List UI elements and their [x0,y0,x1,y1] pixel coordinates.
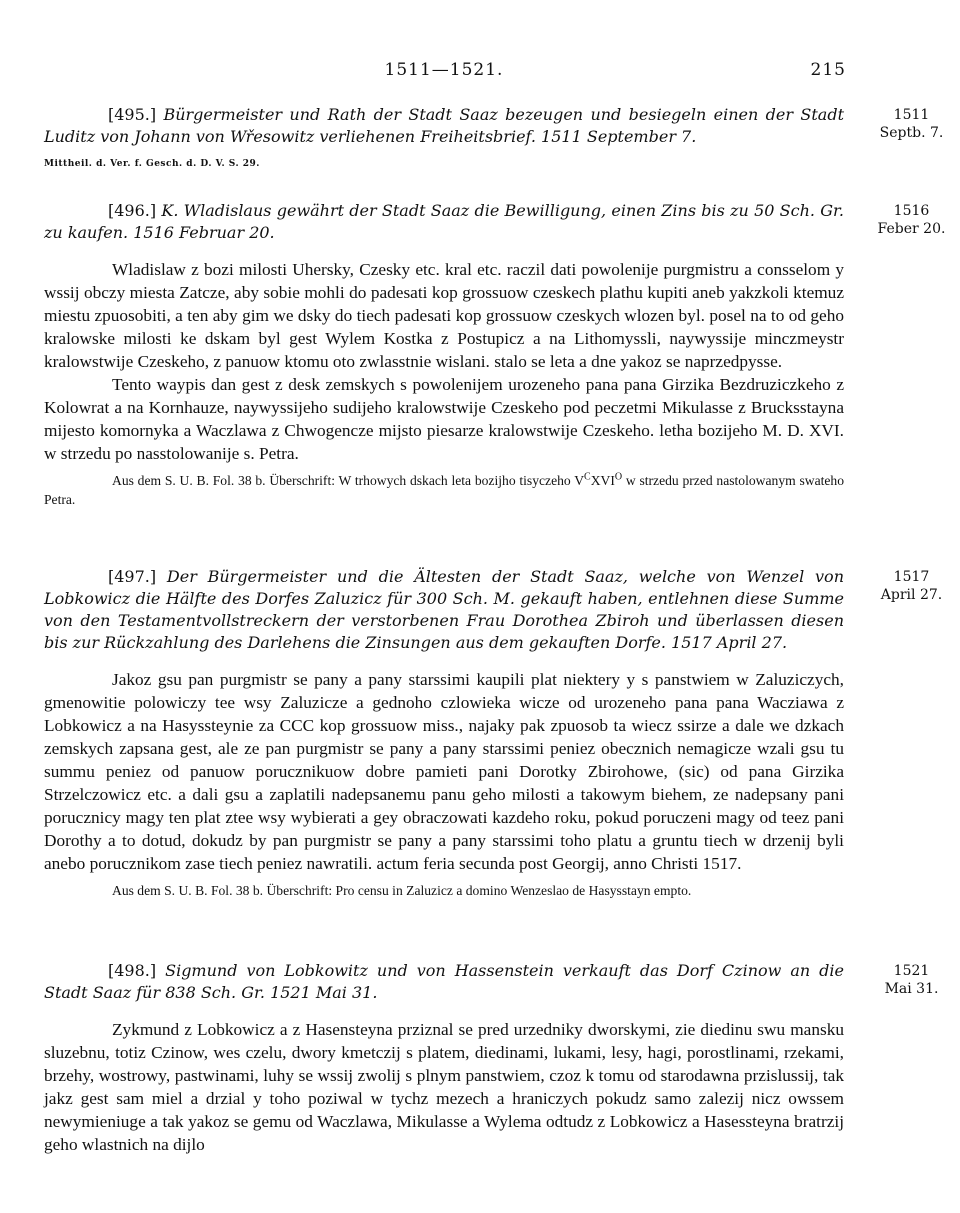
entry-body [44,668,844,875]
body-paragraph: Wladislaw z bozi milosti Uhersky, Czesky etc. kral etc. raczil dati powolenije purgmistru a consselom y wssij obczy miesta Zatcze, aby sobie mohli do padesati kop grossuow czeskech plathu kupiti aneb yakzkoli ktemuz miestu zpuosobiti, a ten aby gim we dsky do tiech padesati kop grossuow czeskych wlozen byl. posel na to od geho kralowske milosti ke dskam byl gest Wylem Kostka z Postupicz a na Lithomyssli, naywyssije minczmeystr kralowstwije Czeskeho, z panuow ktomu oto zwlasstnie wislani. stalo se leta a dne yakoz se naprzedpysse. [44,260,844,371]
running-head [44,60,844,84]
page-number: 215 [810,60,846,80]
margin-year: 1516 [893,203,930,219]
entry-495 [44,104,944,170]
entry-497 [44,566,943,900]
margin-date: Mai 31. [884,981,939,997]
margin-year: 1521 [893,963,930,979]
entry-title: K. Wladislaus gewährt der Stadt Saaz die Bewilligung, einen Zins bis zu 50 Sch. Gr. zu kaufen. 1516 Februar 20. [44,201,844,242]
entry-number: [497.] [108,567,157,586]
entry-heading [44,960,844,1004]
running-head-years: 1511—1521. [384,60,504,80]
entry-heading [44,200,844,244]
entry-title: Der Bürgermeister und die Ältesten der Stadt Saaz, welche von Wenzel von Lobkowicz die Hälfte des Dorfes Zaluzicz für 300 Sch. M. gekauft haben, entlehnen diese Summe von den Testamentvollstreckern der verstorbenen Frau Dorothea Zbiroh und überlassen diesen bis zur Rückzahlung des Darlehens die Zinsungen aus dem gekauften Dorfe. 1517 April 27. [44,567,844,652]
margin-date: Feber 20. [877,221,946,237]
entry-number: [496.] [108,201,157,220]
margin-year: 1517 [893,569,930,585]
entry-body [44,1018,844,1156]
entry-498 [44,960,939,1156]
entry-number: [495.] [108,105,157,124]
margin-date-note [864,962,959,998]
entry-body [44,258,844,465]
margin-date: Septb. 7. [879,125,944,141]
entry-496 [44,200,946,509]
entry-title: Sigmund von Lobkowitz und von Hassenstein verkauft das Dorf Czinow an die Stadt Saaz für 838 Sch. Gr. 1521 Mai 31. [44,961,844,1002]
entry-title: Bürgermeister und Rath der Stadt Saaz bezeugen und besiegeln einen der Stadt Luditz von Johann von Wřesowitz verliehenen Freiheitsbrief. 1511 September 7. [44,105,844,146]
margin-date-note [864,202,959,238]
entry-heading [44,566,844,654]
margin-date: April 27. [880,587,943,603]
entry-heading [44,104,844,148]
entry-number: [498.] [108,961,157,980]
margin-date-note [864,106,959,142]
margin-date-note [864,568,959,604]
body-paragraph: Tento waypis dan gest z desk zemskych s powolenijem urozeneho pana pana Girzika Bezdruziczkeho z Kolowrat a na Kornhauze, naywyssijeho sudijeho kralowstwije Czeskeho pod peczetmi Mikulasse z Brucksstayna mijesto komornyka a Waczlawa z Chwogencze mijsto piesarze kralowstwije Czeskeho. letha bozijeho M. D. XVI. w strzedu po nasstolowanije s. Petra. [44,375,844,463]
source-note: Mittheil. d. Ver. f. Gesch. d. D. V. S. 29. [44,159,260,169]
source-note: Aus dem S. U. B. Fol. 38 b. Überschrift: W trhowych dskach leta bozijho tisyczeho $V^CXVI^O$ w strzedu przed nastolowanym swateho Petra. [44,471,845,507]
margin-year: 1511 [893,107,930,123]
body-paragraph: Jakoz gsu pan purgmistr se pany a pany starssimi kaupili plat niektery y s panstwiem w Zaluziczych, gmenowitie polowiczy tee wsy Zaluzicze a gednoho czlowieka wicze od urozeneho pana pana Wacziawa z Lobkowicz a na Hasyssteynie za CCC kop grossuow miss., najaky pak zpuosob ta wiecz ssirze a dale we dzkach zemskych zapsana gest, ale ze pan purgmistr se pany a pany starssimi peniez obecznich nemagicze wzali gsu tu summu peniez od panuow porucznikuow dobre pamieti pani Dorotky Zbirohowe, (sic) od pana Girzika Strzelczowicz etc. a dali gsu a zaplatili nadepsanemu panu geho milosti a takowym biehem, ze nadepsany pani porucznicy magy ten plat ztee wsy wybierati a gey obraczowati kazdeho roku, pokud poruczeni magy od teez pani Dorothy a to dotud, dokudz by pan purgmistr se pany a pany starssimi toho platu a gruntu tiech w drzenij byli anebo porucznikom zase tiech peniez nawratili. actum feria secunda post Georgij, anno Christi 1517. [44,670,844,873]
body-paragraph: Zykmund z Lobkowicz a z Hasensteyna prziznal se pred urzedniky dworskymi, zie diedinu swu mansku sluzebnu, totiz Czinow, wes czelu, dwory kmetczij s platem, diedinami, lukami, lesy, hagi, porostlinami, rzekami, brzehy, wostrowy, pastwinami, luhy se wssij zwolij s plnym panstwiem, czoz k tomu od starodawna przislussij, tak jakz gest sam miel a drzial y toho poziwal w tychz mezech a hraniczych pokudz samo zalezij nicz owssem newymieniuge a tak yakoz se gemu od Waczlawa, Mikulasse a Wylema odtudz z Lobkowicz a Hasessteyna bratrzij geho wlastnich na dijlo [44,1020,844,1154]
source-note: Aus dem S. U. B. Fol. 38 b. Überschrift: Pro censu in Zaluzicz a domino Wenzeslao de Hasysstayn empto. [112,883,692,898]
